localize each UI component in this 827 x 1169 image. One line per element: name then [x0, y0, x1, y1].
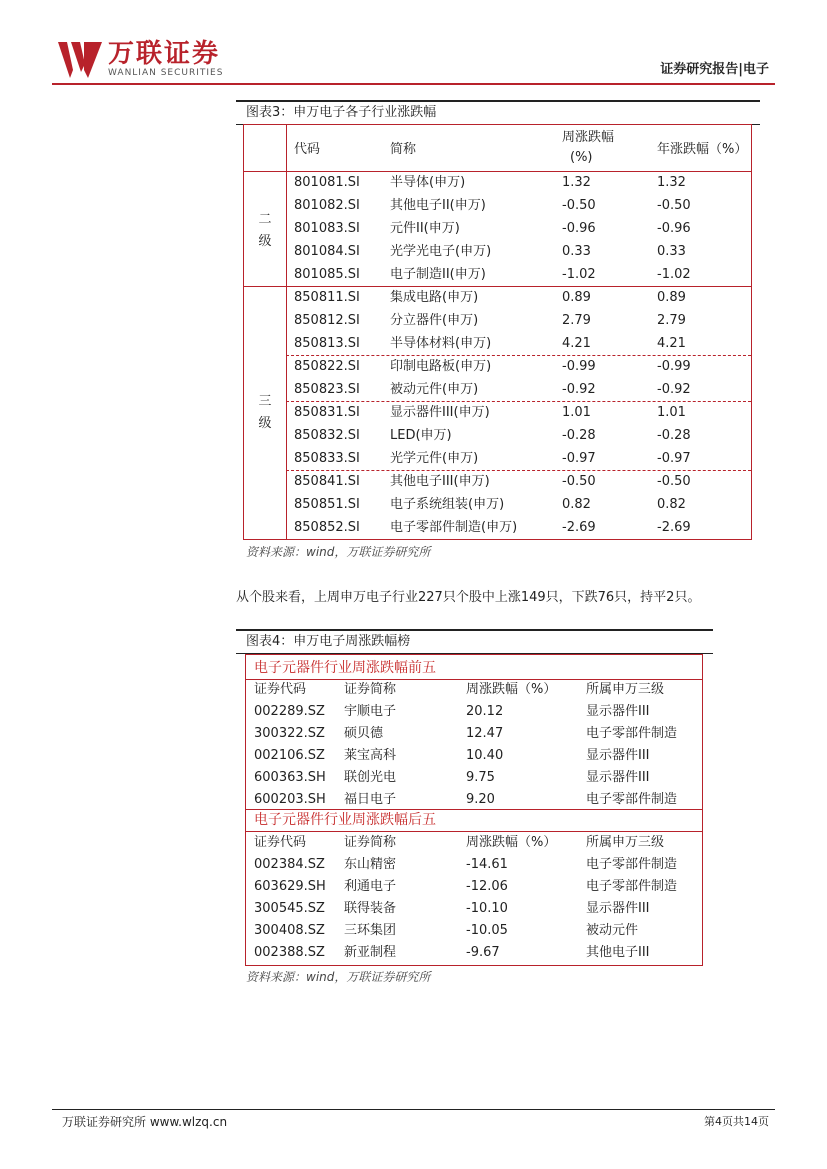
- table-cell: 600203.SH: [254, 792, 326, 807]
- table-cell: 1.01: [657, 405, 686, 420]
- table-cell: 电子零部件制造: [586, 857, 678, 872]
- table-cell: 电子零部件制造(申万): [390, 520, 518, 535]
- table-cell: 300545.SZ: [254, 901, 325, 916]
- table-cell: 宇顺电子: [344, 704, 397, 719]
- column-header: 周涨跌幅（%）: [466, 682, 557, 697]
- column-header: 证券代码: [254, 835, 307, 850]
- table-cell: 电子零部件制造: [586, 792, 678, 807]
- page-number: 第4页共14页: [704, 1115, 769, 1128]
- table-cell: 9.20: [466, 792, 495, 807]
- table-cell: 850832.SI: [294, 428, 360, 443]
- table-cell: 801084.SI: [294, 244, 360, 259]
- table-divider: [286, 401, 751, 402]
- figure3-source: 资料来源：wind，万联证券研究所: [246, 545, 431, 559]
- footer-divider: [52, 1109, 775, 1110]
- table-cell: 4.21: [562, 336, 591, 351]
- table-cell: 0.33: [562, 244, 591, 259]
- table-cell: 东山精密: [344, 857, 397, 872]
- table-cell: -2.69: [657, 520, 691, 535]
- table-cell: 被动元件: [586, 923, 639, 938]
- figure3-title: 图表3：申万电子各子行业涨跌幅: [246, 105, 437, 120]
- table-divider: [246, 831, 702, 832]
- table-cell: 0.82: [657, 497, 686, 512]
- table-cell: 850852.SI: [294, 520, 360, 535]
- table-cell: -10.05: [466, 923, 508, 938]
- brand-name-cn: 万联证券: [108, 39, 221, 69]
- table-cell: 9.75: [466, 770, 495, 785]
- table-divider: [286, 125, 287, 539]
- table-cell: 莱宝高科: [344, 748, 397, 763]
- table-cell: 850822.SI: [294, 359, 360, 374]
- table-cell: 福日电子: [344, 792, 397, 807]
- table-cell: 300408.SZ: [254, 923, 325, 938]
- table-cell: 10.40: [466, 748, 504, 763]
- table-cell: 0.33: [657, 244, 686, 259]
- table-cell: 电子零部件制造: [586, 879, 678, 894]
- table-divider: [246, 809, 702, 810]
- column-header: 所属申万三级: [586, 682, 665, 697]
- table-cell: -0.92: [657, 382, 691, 397]
- table-cell: 显示器件III: [586, 704, 650, 719]
- table-cell: 850823.SI: [294, 382, 360, 397]
- table-cell: 2.79: [657, 313, 686, 328]
- table-cell: -0.50: [562, 474, 596, 489]
- header-weekly: 周涨跌幅: [562, 130, 615, 145]
- table-cell: 半导体(申万): [390, 175, 466, 190]
- table-cell: -12.06: [466, 879, 508, 894]
- table-cell: -1.02: [562, 267, 596, 282]
- table-cell: 元件II(申万): [390, 221, 460, 236]
- table-cell: 850833.SI: [294, 451, 360, 466]
- table-cell: 利通电子: [344, 879, 397, 894]
- body-paragraph: 从个股来看，上周申万电子行业227只个股中上涨149只，下跌76只，持平2只。: [236, 590, 701, 605]
- table-divider: [286, 470, 751, 471]
- report-type: 证券研究报告|电子: [660, 62, 769, 77]
- table-cell: 光学光电子(申万): [390, 244, 492, 259]
- table-cell: -0.50: [657, 198, 691, 213]
- table-cell: 其他电子III(申万): [390, 474, 490, 489]
- table-cell: 850831.SI: [294, 405, 360, 420]
- figure4-top-rule: [236, 629, 713, 631]
- footer-org: 万联证券研究所 www.wlzq.cn: [62, 1115, 228, 1129]
- table-cell: 1.32: [562, 175, 591, 190]
- table-divider: [244, 171, 751, 172]
- table-cell: -0.97: [657, 451, 691, 466]
- level3-label: 三 级: [258, 394, 272, 431]
- table-cell: 850812.SI: [294, 313, 360, 328]
- top-five-title: 电子元器件行业周涨跌幅前五: [254, 660, 436, 676]
- table-cell: -1.02: [657, 267, 691, 282]
- table-cell: -0.50: [562, 198, 596, 213]
- table-cell: 显示器件III: [586, 770, 650, 785]
- table-cell: 显示器件III(申万): [390, 405, 490, 420]
- table-cell: 12.47: [466, 726, 504, 741]
- header-code: 代码: [294, 142, 321, 157]
- table-cell: 002106.SZ: [254, 748, 325, 763]
- table-cell: -0.99: [562, 359, 596, 374]
- table-cell: 电子零部件制造: [586, 726, 678, 741]
- table-cell: 850851.SI: [294, 497, 360, 512]
- table-cell: 603629.SH: [254, 879, 326, 894]
- table-cell: 其他电子II(申万): [390, 198, 486, 213]
- table-cell: -0.97: [562, 451, 596, 466]
- column-header: 证券简称: [344, 682, 397, 697]
- table-cell: -0.50: [657, 474, 691, 489]
- figure3-top-rule: [236, 100, 760, 102]
- header-name: 简称: [390, 142, 417, 157]
- header-weekly-unit: (%): [570, 150, 593, 165]
- table-cell: 三环集团: [344, 923, 397, 938]
- table-cell: 半导体材料(申万): [390, 336, 492, 351]
- table-cell: 4.21: [657, 336, 686, 351]
- table-cell: 显示器件III: [586, 901, 650, 916]
- table-cell: 801083.SI: [294, 221, 360, 236]
- table-cell: 光学元件(申万): [390, 451, 479, 466]
- table-cell: -14.61: [466, 857, 508, 872]
- table-cell: 300322.SZ: [254, 726, 325, 741]
- table-cell: 1.01: [562, 405, 591, 420]
- figure4-title: 图表4：申万电子周涨跌幅榜: [246, 634, 411, 649]
- figure4-source: 资料来源：wind，万联证券研究所: [246, 970, 431, 984]
- table-cell: 1.32: [657, 175, 686, 190]
- table-cell: 002384.SZ: [254, 857, 325, 872]
- table-cell: -10.10: [466, 901, 508, 916]
- table-cell: -0.96: [657, 221, 691, 236]
- table-divider: [244, 286, 751, 287]
- table-cell: LED(申万): [390, 428, 452, 443]
- wanlian-logo-icon: [58, 40, 102, 80]
- table-divider: [246, 679, 702, 680]
- table-cell: 新亚制程: [344, 945, 397, 960]
- table-cell: -0.99: [657, 359, 691, 374]
- table-cell: 2.79: [562, 313, 591, 328]
- table-cell: -0.28: [562, 428, 596, 443]
- table-cell: 硕贝德: [344, 726, 384, 741]
- table-cell: 801082.SI: [294, 198, 360, 213]
- figure3-table: [243, 124, 752, 540]
- table-cell: -0.92: [562, 382, 596, 397]
- table-cell: 分立器件(申万): [390, 313, 479, 328]
- level2-label: 二 级: [258, 212, 272, 249]
- column-header: 周涨跌幅（%）: [466, 835, 557, 850]
- table-cell: 显示器件III: [586, 748, 650, 763]
- table-cell: 电子制造II(申万): [390, 267, 486, 282]
- table-cell: 002289.SZ: [254, 704, 325, 719]
- table-cell: 其他电子III: [586, 945, 650, 960]
- table-divider: [286, 355, 751, 356]
- table-cell: 联创光电: [344, 770, 397, 785]
- table-cell: -0.96: [562, 221, 596, 236]
- table-cell: 印制电路板(申万): [390, 359, 492, 374]
- table-cell: -0.28: [657, 428, 691, 443]
- brand-name-en: WANLIAN SECURITIES: [108, 68, 224, 78]
- table-cell: 801081.SI: [294, 175, 360, 190]
- table-cell: 850811.SI: [294, 290, 360, 305]
- table-cell: 电子系统组装(申万): [390, 497, 505, 512]
- table-cell: 0.89: [562, 290, 591, 305]
- table-cell: 集成电路(申万): [390, 290, 479, 305]
- table-cell: 600363.SH: [254, 770, 326, 785]
- table-cell: -9.67: [466, 945, 500, 960]
- table-cell: 0.82: [562, 497, 591, 512]
- table-cell: 850841.SI: [294, 474, 360, 489]
- header-divider: [52, 83, 775, 85]
- column-header: 所属申万三级: [586, 835, 665, 850]
- table-cell: 850813.SI: [294, 336, 360, 351]
- column-header: 证券代码: [254, 682, 307, 697]
- table-cell: 002388.SZ: [254, 945, 325, 960]
- table-cell: 20.12: [466, 704, 504, 719]
- bottom-five-title: 电子元器件行业周涨跌幅后五: [254, 812, 436, 828]
- table-cell: 联得装备: [344, 901, 397, 916]
- column-header: 证券简称: [344, 835, 397, 850]
- table-cell: 0.89: [657, 290, 686, 305]
- header-yearly: 年涨跌幅（%）: [657, 142, 748, 157]
- table-cell: 801085.SI: [294, 267, 360, 282]
- table-cell: 被动元件(申万): [390, 382, 479, 397]
- figure4-table: [245, 654, 703, 966]
- table-cell: -2.69: [562, 520, 596, 535]
